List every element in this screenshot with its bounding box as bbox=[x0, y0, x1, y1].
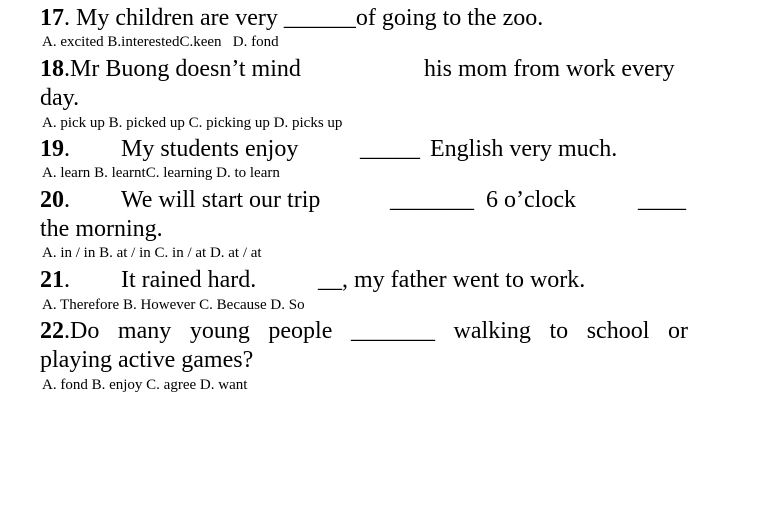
question-text: It rained hard. bbox=[121, 267, 257, 293]
option-c: C. picking up bbox=[188, 115, 270, 131]
question-number: 17 bbox=[40, 5, 64, 31]
question-lead bbox=[40, 317, 99, 346]
answer-blank: ______ bbox=[283, 5, 356, 31]
question-number: 20 bbox=[40, 187, 64, 213]
options-18 bbox=[42, 114, 342, 132]
question-text: .Mr Buong doesn’t mind bbox=[64, 56, 301, 82]
option-b: B.interested bbox=[107, 34, 180, 50]
question-22-line-2 bbox=[40, 346, 253, 375]
option-d: D. picks up bbox=[273, 115, 343, 131]
question-20-line-2 bbox=[40, 215, 163, 244]
question-text: many bbox=[117, 318, 172, 344]
question-text: people bbox=[268, 318, 333, 344]
option-c: C.keen bbox=[179, 34, 222, 50]
question-text: My students enjoy bbox=[121, 136, 299, 162]
option-d: D. to learn bbox=[216, 165, 280, 181]
question-text: 6 o’clock bbox=[486, 187, 576, 213]
option-a: A. excited bbox=[42, 34, 104, 50]
question-22 bbox=[40, 317, 688, 346]
question-text: his mom from work every bbox=[424, 56, 675, 82]
question-text: . My children are very bbox=[64, 5, 284, 31]
question-text: school bbox=[586, 318, 650, 344]
option-b: B. picked up bbox=[108, 115, 185, 131]
question-17 bbox=[40, 4, 543, 33]
options-22 bbox=[42, 376, 247, 394]
question-text: English very much. bbox=[430, 136, 618, 162]
options-20 bbox=[42, 244, 262, 262]
question-text: . bbox=[64, 187, 70, 213]
question-text: . bbox=[64, 136, 70, 162]
option-a: A. learn bbox=[42, 165, 91, 181]
question-text: , my father went to work. bbox=[342, 267, 586, 293]
option-d: D. So bbox=[270, 297, 305, 313]
options-19 bbox=[42, 164, 280, 182]
question-text: young bbox=[189, 318, 250, 344]
option-b: B. enjoy bbox=[91, 377, 143, 393]
answer-blank: _____ bbox=[360, 136, 420, 162]
option-a: A. Therefore bbox=[42, 297, 120, 313]
answer-blank: _______ bbox=[350, 318, 435, 344]
question-20 bbox=[40, 186, 686, 215]
option-c: C. agree bbox=[146, 377, 197, 393]
option-b: B. learnt bbox=[94, 165, 146, 181]
option-a: A. pick up bbox=[42, 115, 105, 131]
question-text: the morning. bbox=[40, 216, 163, 242]
question-text: day. bbox=[40, 85, 80, 111]
question-text: We will start our trip bbox=[121, 187, 321, 213]
option-a: A. in / in bbox=[42, 245, 96, 261]
option-d: D. at / at bbox=[209, 245, 262, 261]
option-b: B. at / in bbox=[99, 245, 151, 261]
question-text: of going to the zoo. bbox=[355, 5, 544, 31]
option-c: C. Because bbox=[199, 297, 267, 313]
question-18 bbox=[40, 55, 675, 84]
question-text: . bbox=[64, 267, 70, 293]
option-b: B. However bbox=[122, 297, 196, 313]
option-c: C. in / at bbox=[154, 245, 207, 261]
option-d: D. fond bbox=[232, 34, 279, 50]
question-19 bbox=[40, 135, 618, 164]
question-number: 18 bbox=[40, 56, 64, 82]
question-text: or bbox=[667, 318, 688, 344]
question-21 bbox=[40, 266, 586, 295]
question-text: walking bbox=[453, 318, 531, 344]
option-d: D. want bbox=[199, 377, 248, 393]
option-a: A. fond bbox=[42, 377, 88, 393]
options-17 bbox=[42, 33, 279, 51]
question-text: playing active games? bbox=[40, 347, 254, 373]
question-18-line-2 bbox=[40, 84, 79, 113]
answer-blank: ____ bbox=[638, 187, 686, 213]
question-text: .Do bbox=[64, 318, 100, 344]
question-number: 21 bbox=[40, 267, 64, 293]
options-21 bbox=[42, 296, 305, 314]
option-c: C. learning bbox=[145, 165, 213, 181]
answer-blank: _______ bbox=[390, 187, 474, 213]
question-number: 22 bbox=[40, 318, 64, 344]
question-text: to bbox=[549, 318, 569, 344]
answer-blank: __ bbox=[318, 267, 342, 293]
question-number: 19 bbox=[40, 136, 64, 162]
